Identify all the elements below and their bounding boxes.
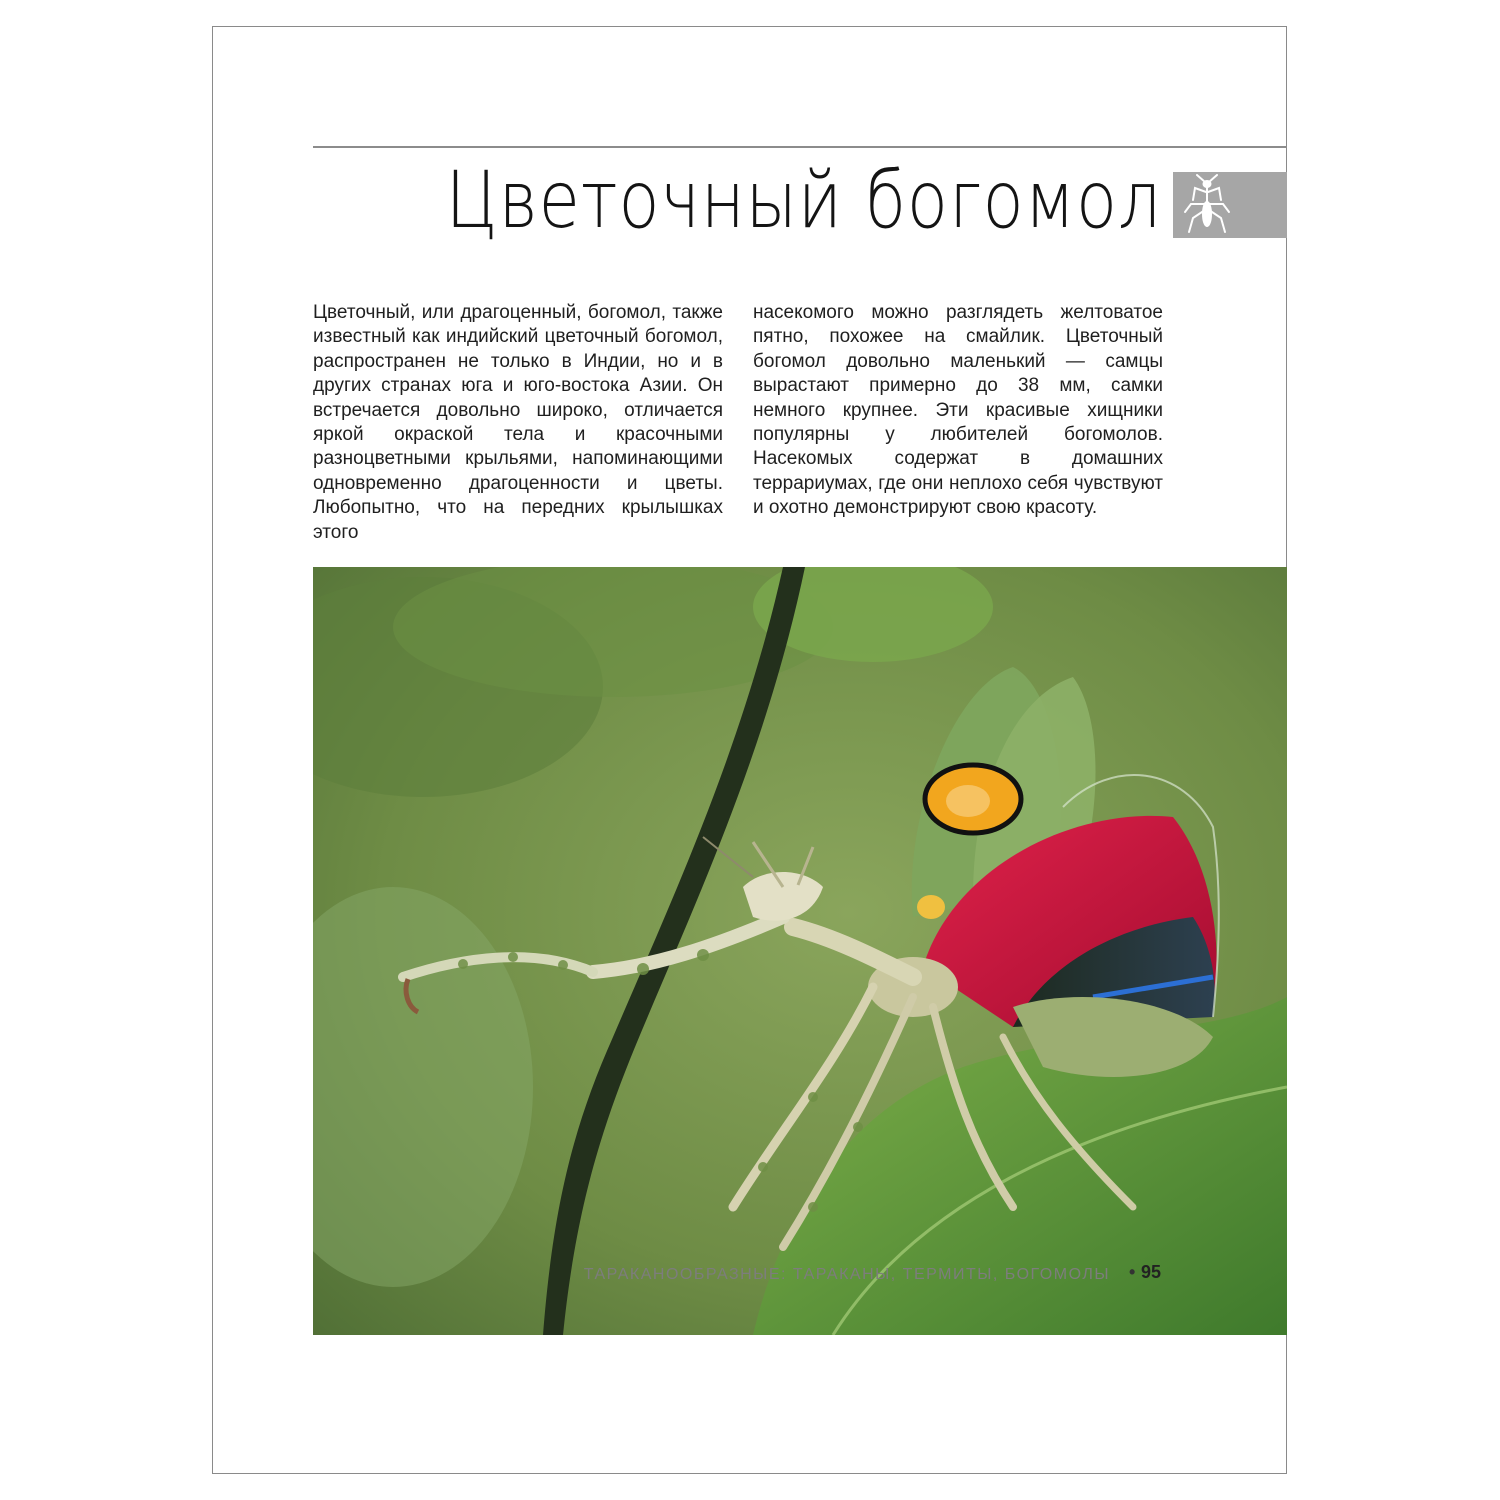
page-number: 95 [1141,1262,1162,1282]
footer-section-title: ТАРАКАНООБРАЗНЫЕ: ТАРАКАНЫ, ТЕРМИТЫ, БОГОМОЛЫ [583,1266,1110,1283]
body-paragraph-left: Цветочный, или драгоценный, богомол, также известный как индийский цветочный богомол, распространен не только в Индии, но и в других странах юга и юго-востока Азии. Он встречается довольно широко, отличается яркой окраской тела и красочными разноцветными крыльями, напоминающими одновременно драгоценности и цветы. Любопытно, что на передних крылышках этого [313,302,723,543]
mantis-photo [313,567,1287,1335]
page-title: Цветочный богомол [445,156,1162,246]
mantis-icon [1179,174,1235,236]
body-paragraph-right: насекомого можно разглядеть желтоватое пятно, похожее на смайлик. Цветочный богомол довольно маленький — самцы вырастают примерно до 38 мм, самки немного крупнее. Эти красивые хищники популярны у любителей богомолов. Насекомых содержат в домашних террариумах, где они неплохо себя чувствуют и охотно демонстрируют свою красоту. [753,302,1163,519]
title-rule [313,146,1287,148]
footer-bullet: • [1129,1262,1136,1282]
title-badge [1173,172,1287,238]
